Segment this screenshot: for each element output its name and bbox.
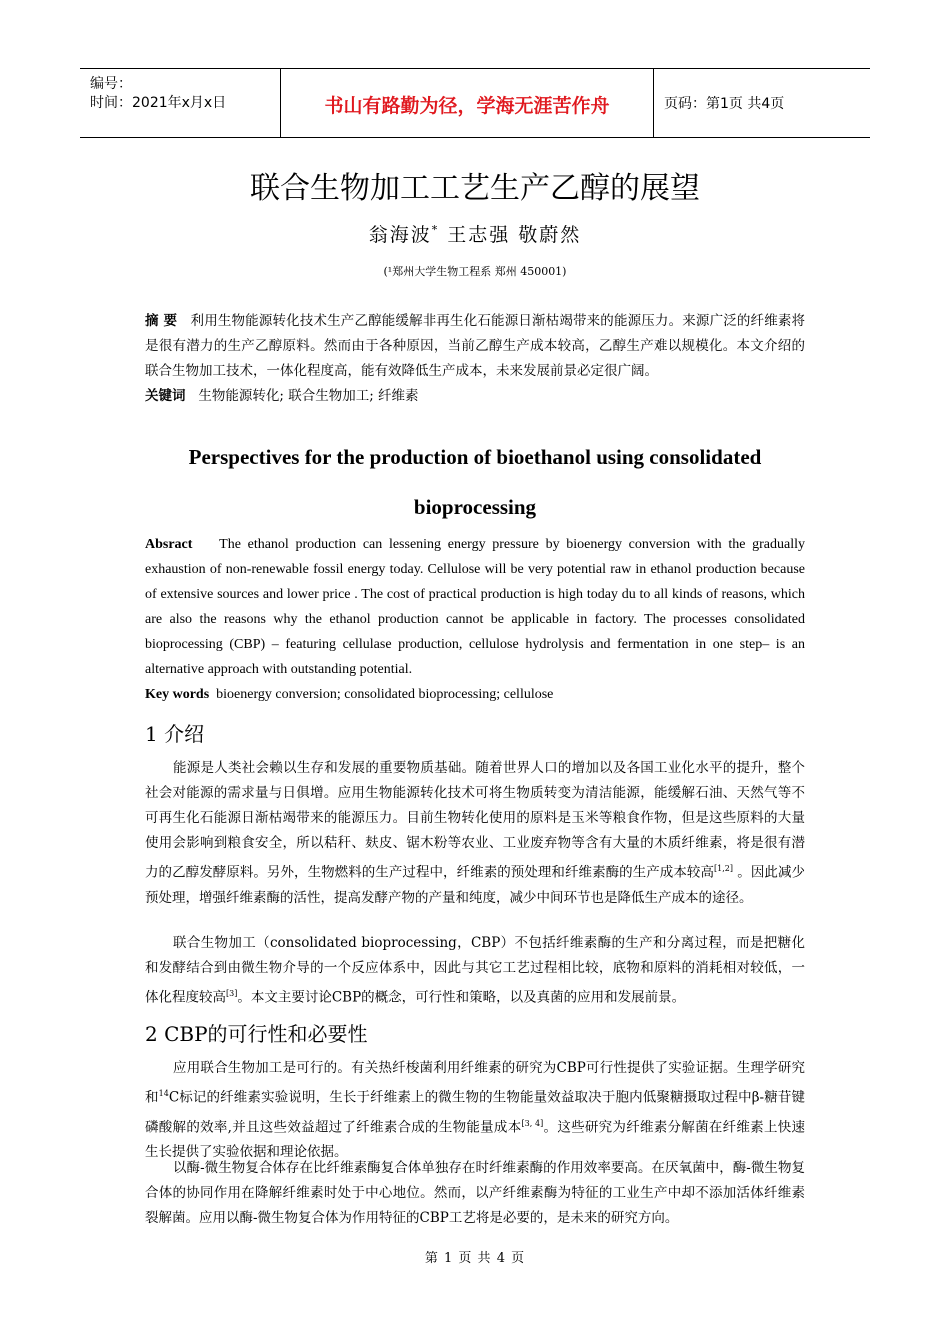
english-title-line2: bioprocessing: [413, 495, 537, 519]
isotope-sup: 14: [158, 1089, 169, 1098]
section-1-para-1-tail: 。因此减少预处理，增强纤维素酶的活性，提高发酵产物的产量和纯度，减少中间环节也是降低生产成本的途径。: [145, 864, 805, 906]
section-1-para-2-text: 联合生物加工（consolidated bioprocessing，CBP）不包括纤维素酶的生产和分离过程，而是把糖化和发酵结合到由微生物介导的一个反应体系中，因此与其它工艺过程相比较，底物和原料的消耗相对较低，一体化程度较高: [145, 935, 805, 1006]
abstract-cn-text: 利用生物能源转化技术生产乙醇能缓解非再生化石能源日渐枯竭带来的能源压力。来源广泛的纤维素将是很有潜力的生产乙醇原料。然而由于各种原因，当前乙醇生产成本较高，乙醇生产难以规模化。本文介绍的联合生物加工技术，一体化程度高，能有效降低生产成本，未来发展前景必定很广阔。: [145, 313, 806, 379]
section-2-heading: 2 CBP的可行性和必要性: [145, 1022, 368, 1046]
keywords-en-label: Key words: [145, 687, 210, 702]
header-meta-cell: [80, 69, 281, 137]
abstract-en: [145, 532, 805, 682]
abstract-en-text: The ethanol production can lessening energy pressure by bioenergy conversion with the gradually exhaustion of non-renewable fossil energy today. Cellulose will be very potential raw in ethanol production because of extensive sources and lower price . The cost of practical production is high today du to all kinds of reasons, which are also the reasons why the ethanol production cannot be applicable in factory. The processes consolidated bioprocessing (CBP) – featuring cellulase production, cellulose hydrolysis and fermentation in one step– is an alternative approach with outstanding potential.: [145, 537, 806, 677]
abstract-en-label: Absract: [145, 537, 193, 552]
keywords-cn: [145, 384, 805, 409]
section-2-para-1-b: C标记的纤维素实验说明，生长于纤维素上的微生物的生物能量效益取决于胞内低聚糖摄取过程中β-糖苷键磷酸解的效率,并且这些效益超过了纤维素合成的生物能量成本: [145, 1089, 806, 1135]
section-1-para-1-text: 能源是人类社会赖以生存和发展的重要物质基础。随着世界人口的增加以及各国工业化水平的提升，整个社会对能源的需求量与日俱增。应用生物能源转化技术可将生物质转变为清洁能源，能缓解石油、天然气等不可再生化石能源日渐枯竭带来的能源压力。目前生物转化使用的原料是玉米等粮食作物，但是这些原料的大量使用会影响到粮食安全，所以秸秆、麸皮、锯木粉等农业、工业废弃物等含有大量的木质纤维素，将是很有潜力的乙醇发酵原料。另外，生物燃料的生产过程中，纤维素的预处理和纤维素酶的生产成本较高: [145, 760, 805, 881]
section-1-para-1: [145, 756, 805, 911]
abstract-cn-label: 摘 要: [145, 313, 178, 329]
citation: [1,2]: [714, 864, 733, 873]
page-footer: 第 1 页 共 4 页: [424, 1251, 526, 1266]
section-1-heading: 1 介绍: [145, 722, 205, 746]
citation: [3]: [226, 989, 238, 998]
section-1-para-2: [145, 931, 805, 1011]
date-line: 时间：2021年x月x日: [90, 95, 227, 111]
section-2-para-1-tail: 。这些研究为纤维素分解菌在纤维素上快速生长提供了实验依据和理论依据。: [145, 1119, 806, 1160]
section-2-para-2: 以酶-微生物复合体存在比纤维素酶复合体单独存在时纤维素酶的作用效率要高。在厌氧菌中，酶-微生物复合体的协同作用在降解纤维素时处于中心地位。然而，以产纤维素酶为特征的工业生产中却不添加活体纤维素裂解菌。应用以酶-微生物复合体为作用特征的CBP工艺将是必要的，是未来的研究方向。: [145, 1160, 805, 1226]
keywords-cn-label: 关键词: [145, 388, 186, 404]
section-2-para-1: [145, 1056, 805, 1165]
number-label: 编号：: [90, 76, 132, 92]
header-motto-cell: [281, 69, 654, 137]
header-table: [80, 68, 870, 138]
page-info: 页码：第1页 共4页: [664, 96, 785, 112]
section-2-para-1-a: 应用联合生物加工是可行的。有关热纤梭菌利用纤维素的研究为CBP可行性提供了实验证据。生理学研究和: [145, 1060, 805, 1106]
keywords-en: [145, 682, 805, 707]
affiliation: (¹郑州大学生物工程系 郑州 450001): [383, 265, 567, 278]
section-1-para-2-tail: 。本文主要讨论CBP的概念，可行性和策略，以及真菌的应用和发展前景。: [237, 989, 686, 1006]
english-title-line1: Perspectives for the production of bioethanol using consolidated: [188, 445, 762, 469]
keywords-en-text: bioenergy conversion; consolidated bioprocessing; cellulose: [216, 687, 554, 702]
corresponding-mark: *: [431, 223, 440, 237]
header-page-cell: [654, 69, 870, 137]
keywords-cn-text: 生物能源转化; 联合生物加工; 纤维素: [198, 388, 419, 404]
authors: [0, 220, 950, 247]
motto: 书山有路勤为径，学海无涯苦作舟: [324, 95, 610, 117]
author-first: 翁海波: [368, 224, 432, 246]
abstract-cn: [145, 309, 805, 384]
authors-rest: 王志强 敬蔚然: [439, 224, 582, 246]
citation: [3, 4]: [521, 1118, 544, 1128]
paper-title: 联合生物加工工艺生产乙醇的展望: [250, 171, 700, 206]
